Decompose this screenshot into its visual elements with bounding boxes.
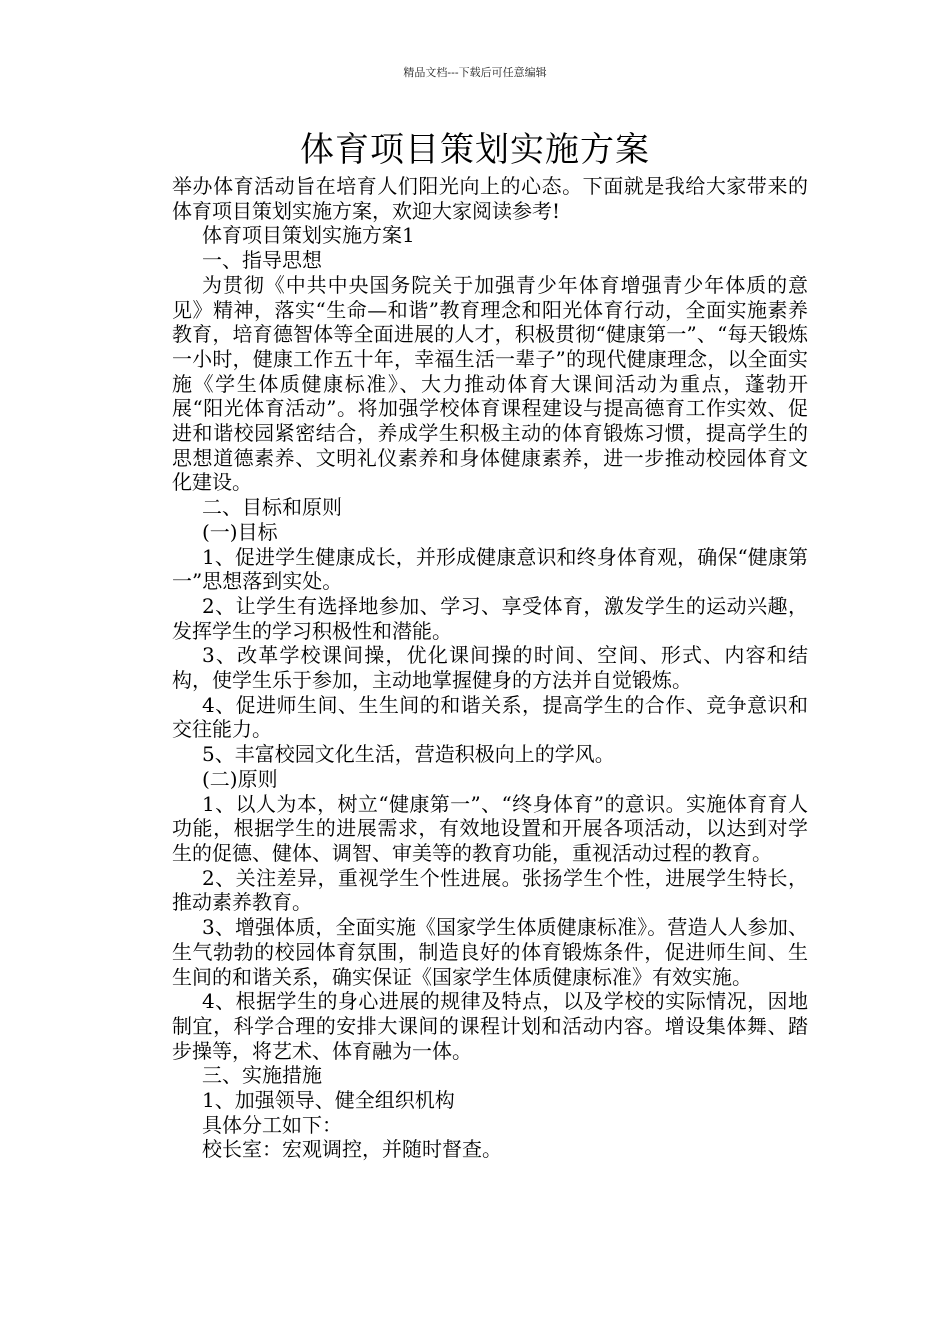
document-title: 体育项目策划实施方案 — [300, 130, 650, 170]
list-item-principle-2: 2、关注差异，重视学生个性进展。张扬学生个性，进展学生特长，推动素养教育。 — [172, 865, 808, 915]
page-header-note: 精品文档---下载后可任意编辑 — [403, 66, 547, 79]
list-item-goal-1: 1、促进学生健康成长，并形成健康意识和终身体育观，确保“健康第一”思想落到实处。 — [172, 544, 808, 594]
list-item-principle-1: 1、以人为本，树立“健康第一”、“终身体育”的意识。实施体育育人功能，根据学生的进展需求，有效地设置和开展各项活动，以达到对学生的促德、健体、调智、审美等的教育功能，重视活动过程的教育。 — [172, 791, 808, 865]
paragraph-guiding-text: 为贯彻《中共中央国务院关于加强青少年体育增强青少年体质的意见》精神，落实“生命—和谐”教育理念和阳光体育行动，全面实施素养教育，培育德智体等全面进展的人才，积极贯彻“健康第一”、“每天锻炼一小时，健康工作五十年，幸福生活一辈子”的现代健康理念，以全面实施《学生体质健康标准》、大力推动体育大课间活动为重点，蓬勃开展“阳光体育活动”。将加强学校体育课程建设与提高德育工作实效、促进和谐校园紧密结合，养成学生积极主动的体育锻炼习惯，提高学生的思想道德素养、文明礼仪素养和身体健康素养，进一步推动校园体育文化建设。 — [172, 272, 808, 495]
intro-paragraph: 举办体育活动旨在培育人们阳光向上的心态。下面就是我给大家带来的体育项目策划实施方案，欢迎大家阅读参考! — [172, 174, 808, 223]
paragraph-division: 具体分工如下： — [202, 1112, 342, 1137]
paragraph-principal-office: 校长室：宏观调控，并随时督查。 — [202, 1137, 502, 1162]
section-heading-plan: 体育项目策划实施方案1 — [202, 223, 415, 248]
list-item-goal-5: 5、丰富校园文化生活，营造积极向上的学风。 — [202, 742, 615, 767]
list-item-principle-3: 3、增强体质，全面实施《国家学生体质健康标准》。营造人人参加、生气勃勃的校园体育氛围，制造良好的体育锻炼条件，促进师生间、生生间的和谐关系，确实保证《国家学生体质健康标准》有效实施。 — [172, 915, 808, 989]
section-heading-measures: 三、实施措施 — [202, 1063, 322, 1088]
section-heading-guiding: 一、指导思想 — [202, 248, 322, 273]
list-item-goal-2: 2、让学生有选择地参加、学习、享受体育，激发学生的运动兴趣，发挥学生的学习积极性和潜能。 — [172, 593, 808, 643]
document-body — [172, 174, 808, 1162]
list-item-goal-4: 4、促进师生间、生生间的和谐关系，提高学生的合作、竞争意识和交往能力。 — [172, 692, 808, 742]
subheading-goals: (一)目标 — [202, 519, 278, 544]
list-item-goal-3: 3、改革学校课间操，优化课间操的时间、空间、形式、内容和结构，使学生乐于参加，主动地掌握健身的方法并自觉锻炼。 — [172, 643, 808, 693]
section-heading-goals: 二、目标和原则 — [202, 495, 342, 520]
list-item-principle-4: 4、根据学生的身心进展的规律及特点，以及学校的实际情况，因地制宜，科学合理的安排大课间的课程计划和活动内容。增设集体舞、踏步操等，将艺术、体育融为一体。 — [172, 989, 808, 1063]
subheading-principles: (二)原则 — [202, 766, 278, 791]
list-item-measure-1: 1、加强领导、健全组织机构 — [202, 1088, 455, 1113]
